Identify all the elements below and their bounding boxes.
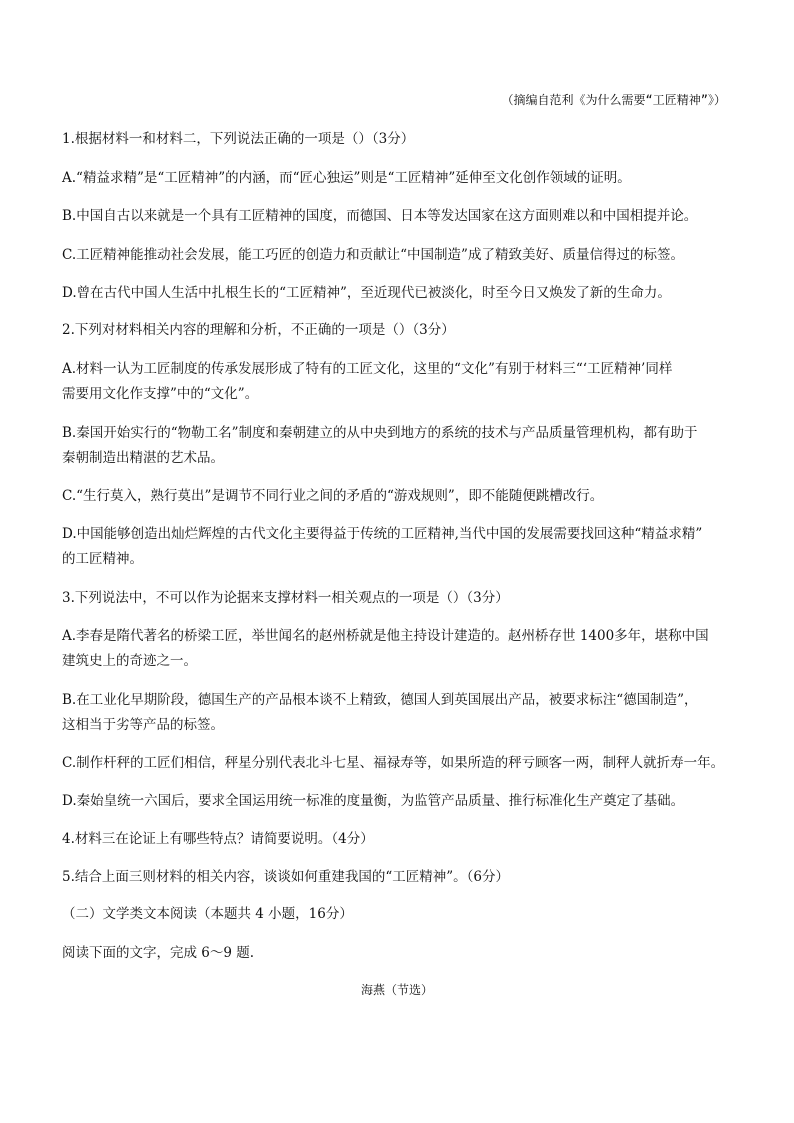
question-2-option-b-line2: 秦朝制造出精湛的艺术品。 — [62, 450, 224, 466]
question-1-option-b: B.中国自古以来就是一个具有工匠精神的国度，而德国、日本等发达国家在这方面则难以和中国相提并论。 — [62, 208, 698, 224]
passage-title: 海燕（节选） — [360, 983, 433, 997]
question-3-option-b-line2: 这相当于劣等产品的标签。 — [62, 717, 224, 733]
question-2-option-b-line1: B.秦国开始实行的“物勒工名”制度和秦朝建立的从中央到地方的系统的技术与产品质量管理机构，都有助于 — [62, 425, 698, 441]
section-2-heading: （二）文学类文本阅读（本题共 4 小题，16分） — [62, 906, 353, 922]
question-5: 5.结合上面三则材料的相关内容，谈谈如何重建我国的“工匠精神”。（6分） — [62, 869, 510, 885]
question-2-option-a-line2: 需要用文化作支撑”中的“文化”。 — [62, 386, 259, 402]
question-1-option-d: D.曾在古代中国人生活中扎根生长的“工匠精神”，至近现代已被淡化，时至今日又焕发了新的生命力。 — [62, 285, 671, 301]
question-3-stem: 3.下列说法中，不可以作为论据来支撑材料一相关观点的一项是（）（3分） — [62, 590, 509, 606]
source-citation: （摘编自范利《为什么需要“工匠精神”》） — [501, 93, 726, 107]
question-3-option-d: D.秦始皇统一六国后，要求全国运用统一标准的度量衡，为监管产品质量、推行标准化生产奠定了基础。 — [62, 793, 685, 809]
question-4: 4.材料三在论证上有哪些特点？请简要说明。（4分） — [62, 831, 374, 847]
question-1-stem: 1.根据材料一和材料二，下列说法正确的一项是（）（3分） — [62, 131, 415, 147]
question-2-stem: 2.下列对材料相关内容的理解和分析，不正确的一项是（）（3分） — [62, 322, 455, 338]
section-2-instruction: 阅读下面的文字，完成 6～9 题. — [62, 945, 255, 961]
question-2-option-c: C.“生行莫入，熟行莫出”是调节不同行业之间的矛盾的“游戏规则”，即不能随便跳槽改行。 — [62, 488, 604, 504]
question-1-option-c: C.工匠精神能推动社会发展，能工巧匠的创造力和贡献让“中国制造”成了精致美好、质量信得过的标签。 — [62, 247, 684, 263]
question-2-option-a-line1: A.材料一认为工匠制度的传承发展形成了特有的工匠文化，这里的“文化”有别于材料三“‘工匠精神’同样 — [62, 361, 673, 377]
question-2-option-d-line1: D.中国能够创造出灿烂辉煌的古代文化主要得益于传统的工匠精神,当代中国的发展需要找回这种“精益求精” — [62, 526, 703, 542]
question-3-option-c: C.制作杆秤的工匠们相信，秤星分别代表北斗七星、福禄寿等，如果所造的秤亏顾客一两，制秤人就折寿一年。 — [62, 755, 725, 771]
question-3-option-b-line1: B.在工业化早期阶段，德国生产的产品根本谈不上精致，德国人到英国展出产品，被要求标注“德国制造”， — [62, 692, 698, 708]
question-3-option-a-line2: 建筑史上的奇迹之一。 — [62, 653, 197, 669]
question-1-option-a: A.“精益求精”是“工匠精神”的内涵，而“匠心独运”则是“工匠精神”延伸至文化创作领域的证明。 — [62, 170, 631, 186]
question-3-option-a-line1: A.李春是隋代著名的桥梁工匠，举世闻名的赵州桥就是他主持设计建造的。赵州桥存世 1400多年，堪称中国 — [62, 628, 709, 644]
question-2-option-d-line2: 的工匠精神。 — [62, 551, 143, 567]
